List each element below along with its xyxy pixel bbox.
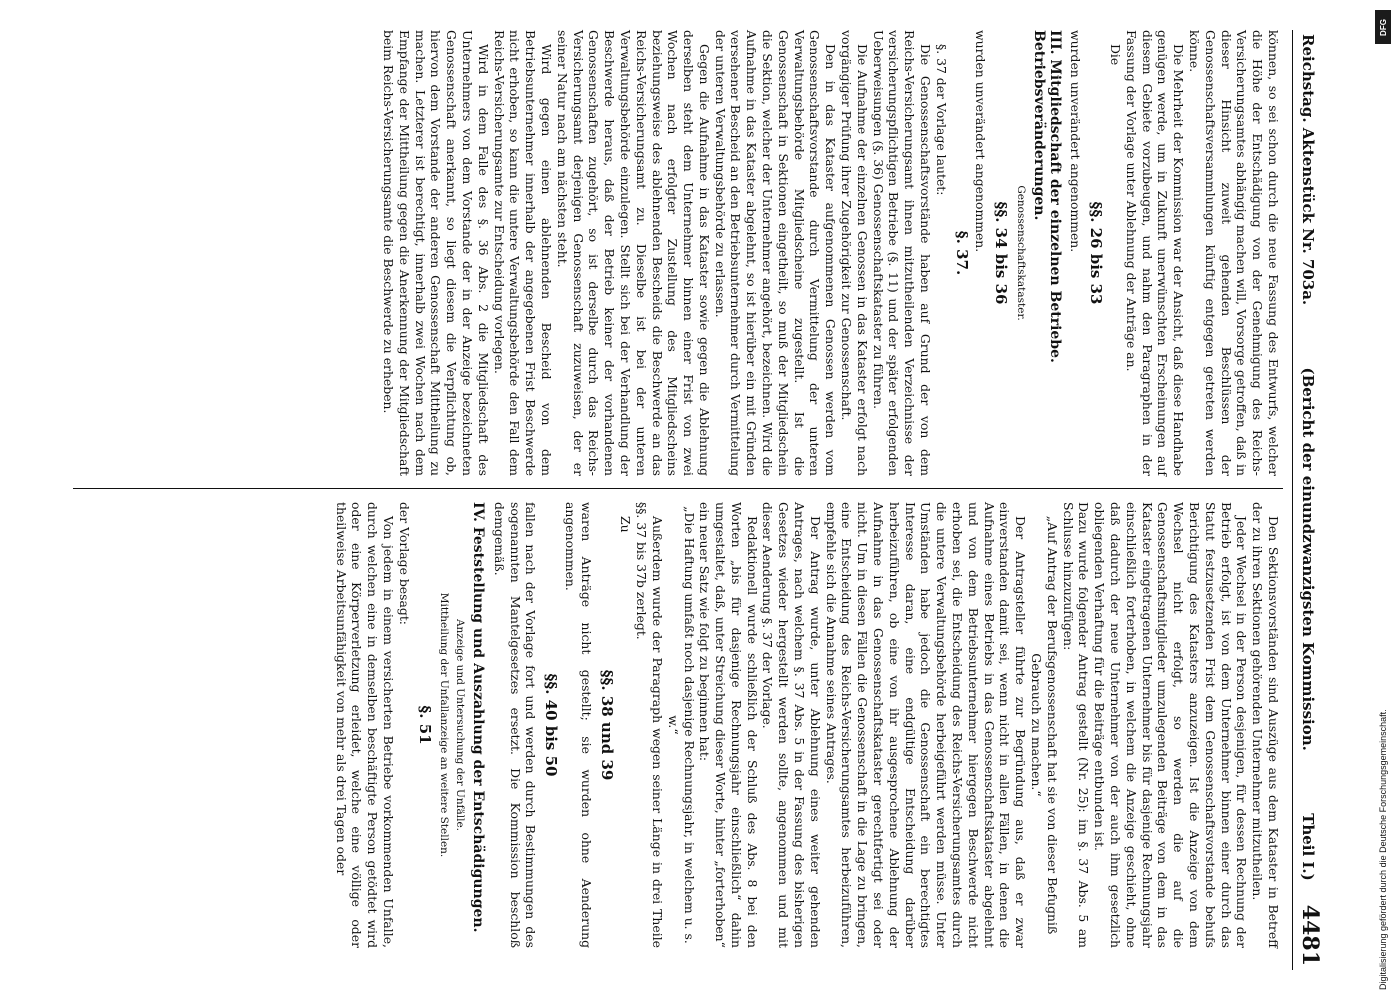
paragraph: wurden unverändert angenommen. bbox=[973, 30, 989, 253]
paragraph: Der Antrag wurde, unter Ablehnung eines weiter gehenden Antrages, nach welchem §. 37 Abs. 5 in der Fassung des bisherigen Gesetzes wieder hergestellt werden sollte, angenommen und mit dieser Aenderung §. 37 der Vorlage. bbox=[760, 502, 823, 948]
paragraph: Die bbox=[1108, 44, 1124, 66]
dfg-logo: DFG bbox=[1375, 10, 1391, 44]
paragraph: §. 37 der Vorlage lautet: bbox=[933, 44, 949, 196]
column-divider bbox=[73, 488, 1283, 489]
subheading: Mittheilung der Unfallanzeige an weitere Stellen. bbox=[438, 592, 451, 858]
paragraph-heading: §. 51 bbox=[415, 705, 434, 745]
column-right bbox=[333, 502, 1281, 948]
quoted-amendment: „Auf Antrag der Berufsgenossenschaft hat sie von dieser Befugniß Gebrauch zu machen.“ bbox=[1029, 515, 1060, 935]
paragraph: Die Mehrheit der Kommission war der Ansicht, daß diese Handhabe genügen werde, um in Zukunft unerwünschten Erscheinungen auf diesem Gebiete vorzubeugen, und nahm den Paragraphen in der Fassung der Vorlage unter Ablehnung der Anträge an. bbox=[1123, 30, 1187, 476]
subheading: Anzeige und Untersuchung der Unfälle. bbox=[454, 618, 467, 832]
paragraph-heading: §§. 38 und 39 bbox=[597, 669, 616, 781]
section-heading: IV. Feststellung und Auszahlung der Entschädigungen. bbox=[469, 502, 486, 933]
paragraph: Zu bbox=[618, 516, 634, 533]
paragraph-heading: §§. 34 bis 36 bbox=[992, 201, 1011, 305]
paragraph-heading: §§. 40 bis 50 bbox=[542, 673, 561, 777]
page-header bbox=[1292, 30, 1323, 970]
paragraph: Von jedem in einem versicherten Betriebe vorkommenden Unfalle, durch welchen eine in demselben beschäftigte Person getödtet wird oder eine Körperverletzung erleidet, welche eine völlige oder theilweise Arbeitsunfähigkeit von mehr als drei Tagen oder bbox=[333, 502, 396, 948]
document-page bbox=[73, 30, 1323, 970]
header-right: Theil I.) bbox=[1299, 813, 1317, 881]
paragraph: Der Antragsteller führte zur Begründung aus, daß er zwar einverstanden damit sei, wenn nicht in allen Fällen, in denen die Aufnahme eines Betriebs in das Genossenschaftskataster abgelehnt und von dem Betriebsunternehmer hiergegen Beschwerde nicht erhoben sei, die Entscheidung des Reichs-Versicherungsamtes durch die untere Verwaltungsbehörde herbeigeführt werden müsse. Unter Umständen habe jedoch die Genossenschaft ein berechtigtes Interesse daran, eine endgültige Entscheidung darüber herbeizuführen, ob eine von ihr ausgesprochene Ablehnung der Aufnahme in das Genossenschaftskataster gerechtfertigt sei oder nicht. Um in diesen Fällen die Genossenschaft in die Lage zu bringen, eine Entscheidung des Reichs-Versicherungsamtes herbeizuführen, empfehle sich die Annahme seines Antrages. bbox=[823, 502, 1029, 948]
paragraph: waren Anträge nicht gestellt; sie wurden ohne Aenderung angenommen. bbox=[562, 502, 594, 948]
header-middle: (Bericht der einundzwanzigsten Kommission. bbox=[1299, 367, 1317, 751]
paragraph: Wird in dem Falle des §. 36 Abs. 2 die Mitgliedschaft des Unternehmers von dem Vorstande der in der Anzeige bezeichneten Genossenschaft anerkannt, so liegt diesem die Verpflichtung ob, hiervon dem Vorstande der anderen Genossenschaft Mittheilung zu machen. Letzterer ist berechtigt, innerhalb zwei Wochen nach dem Empfange der Mittheilung gegen die Anerkennung der Mitgliedschaft beim Reichs-Versicherungsamte die Beschwerde zu erheben. bbox=[380, 30, 491, 476]
paragraph: wurden unverändert angenommen. bbox=[1068, 30, 1084, 253]
header-left: Reichstag. Aktenstück Nr. 703a. bbox=[1299, 34, 1317, 306]
paragraph: Den Sektionsvorständen sind Auszüge aus dem Kataster in Betreff der zu ihren Sektionen gehörenden Unternehmer mitzutheilen. bbox=[1250, 502, 1281, 948]
paragraph: Den in das Kataster aufgenommenen Genossen werden vom Genossenschaftsvorstande durch Vermittelung der unteren Verwaltungsbehörde Mitgliedscheine zugestellt. Ist die Genossenschaft in Sektionen eingetheilt, so muß der Mitgliedschein die Sektion, welcher der Unternehmer angehört, bezeichnen. Wird die Aufnahme in das Kataster abgelehnt, so ist hierüber ein mit Gründen versehener Bescheid an den Betriebsunternehmer durch Vermittelung der unteren Verwaltungsbehörde zu erlassen. bbox=[712, 30, 839, 476]
paragraph: der Vorlage besagt: bbox=[396, 502, 412, 625]
paragraph: Die Aufnahme der einzelnen Genossen in das Kataster erfolgt nach vorgängiger Prüfung ihrer Zugehörigkeit zur Genossenschaft. bbox=[839, 30, 870, 476]
paragraph: Die Genossenschaftsvorstände haben auf Grund der von dem Reichs-Versicherungsamt ihnen mitzutheilenden Verzeichnisse der versicherungspflichtigen Betriebe (§. 11) und der später erfolgenden Ueberweisungen (§. 36) Genossenschaftskataster zu führen. bbox=[870, 30, 934, 476]
paragraph: Außerdem wurde der Paragraph wegen seiner Länge in drei Theile §§. 37 bis 37b zerlegt. bbox=[634, 502, 665, 948]
quoted-text: „Die Haftung umfaßt noch dasjenige Rechnungsjahr, in welchem u. s. w.“ bbox=[665, 506, 697, 944]
paragraph: können, so sei schon durch die neue Fassung des Entwurfs, welcher die Höhe der Entschädigung von der Genehmigung des Reichs-Versicherungsamtes abhängig machen will, Vorsorge getroffen, daß in dieser Hinsicht zuweit gehenden Beschlüssen der Genossenschaftsversammlungen künftig entgegen getreten werden könne. bbox=[1187, 30, 1281, 476]
paragraph-heading: §. 37. bbox=[952, 230, 971, 276]
subheading: Genossenschaftskataster. bbox=[1015, 185, 1028, 321]
column-left bbox=[380, 30, 1281, 476]
paragraph: fallen nach der Vorlage fort und werden durch Bestimmungen des sogenannten Mantelgesetzes ersetzt. Die Kommission beschloß demgemäß. bbox=[491, 502, 539, 948]
paragraph: Wird gegen einen ablehnenden Bescheid von dem Betriebsunternehmer innerhalb der angegebenen Frist Beschwerde nicht erhoben, so kann die untere Verwaltungsbehörde den Fall dem Reichs-Versicherungsamte zur Entscheidung vorlegen. bbox=[491, 30, 554, 476]
paragraph: Dazu wurde folgender Antrag gestellt (Nr. 25): im §. 37 Abs. 5 am Schlusse hinzuzufügen: bbox=[1060, 502, 1092, 948]
paragraph: Gegen die Aufnahme in das Kataster sowie gegen die Ablehnung derselben steht dem Unternehmer binnen einer Frist von zwei Wochen nach erfolgter Zustellung des Mitgliedscheins beziehungsweise des ablehnenden Bescheids die Beschwerde an das Reichs-Versicherungsamt zu. Dieselbe ist bei der unteren Verwaltungsbehörde einzulegen. Stellt sich bei der Verhandlung der Beschwerde heraus, daß der Betrieb keiner der vorhandenen Genossenschaften zugehört, so ist derselbe durch das Reichs-Versicherungsamt derjenigen Genossenschaft zuzuweisen, der er seiner Natur nach am nächsten steht. bbox=[554, 30, 712, 476]
digitization-notice bbox=[1375, 10, 1391, 990]
page-number: 4481 bbox=[1297, 904, 1323, 966]
paragraph: Redaktionell wurde schließlich der Schluß des Abs. 8 bei den Worten „bis für dasjenige Rechnungsjahr einschließlich“ dahin umgestaltet, daß, unter Streichung dieser Worte, hinter „forterhoben“ ein neuer Satz wie folgt zu beginnen hat: bbox=[697, 502, 760, 948]
section-heading: III. Mitgliedschaft der einzelnen Betriebe. Betriebsveränderungen. bbox=[1030, 30, 1063, 363]
sponsor-text: Digitalisierung gefördert durch die Deutsche Forschungsgemeinschaft. bbox=[1378, 709, 1388, 990]
paragraph-heading: §§. 26 bis 33 bbox=[1087, 201, 1106, 305]
paragraph: Jeder Wechsel in der Person desjenigen, für dessen Rechnung der Betrieb erfolgt, ist von dem Unternehmer binnen einer durch das Statut festzusetzenden Frist dem Genossenschaftsvorstande behufs Berichtigung des Katasters anzuzeigen. Ist die Anzeige von dem Wechsel nicht erfolgt, so werden die auf die Genossenschaftsmitglieder umzulegenden Beiträge von dem in das Kataster eingetragenen Unternehmer bis für dasjenige Rechnungsjahr einschließlich forterhoben, in welchem die Anzeige geschieht, ohne daß dadurch der neue Unternehmer von der auch ihm gesetzlich obliegenden Verhaftung für die Beiträge entbunden ist. bbox=[1092, 502, 1250, 948]
